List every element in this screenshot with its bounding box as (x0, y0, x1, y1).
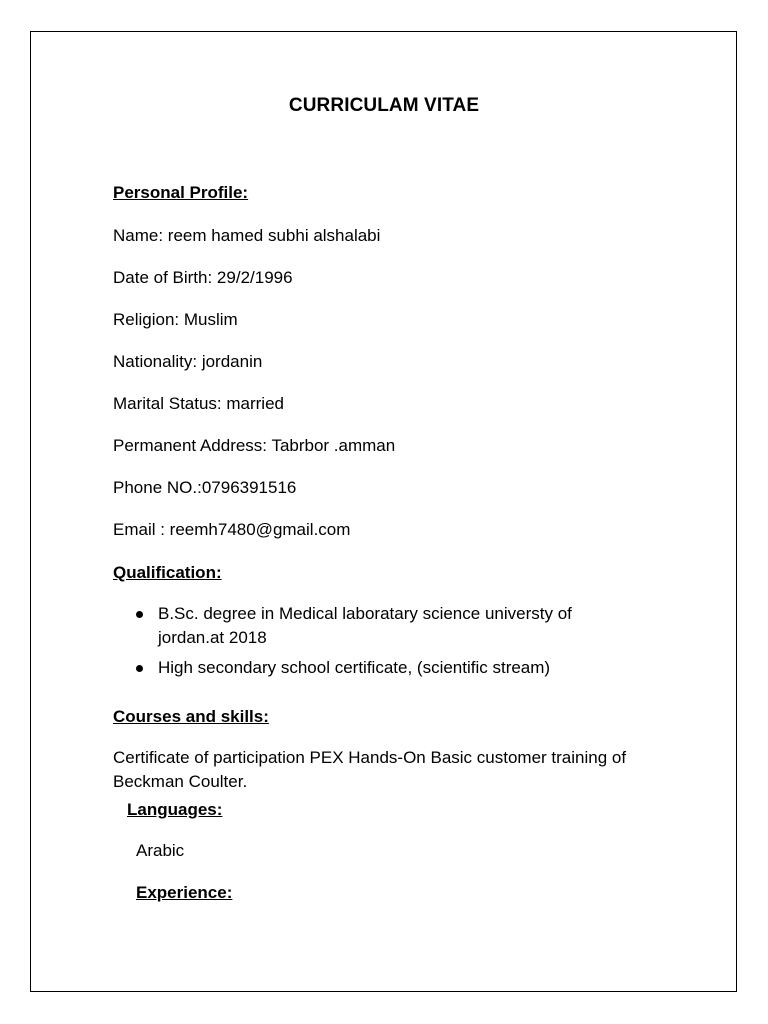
language-item: Arabic (136, 841, 185, 860)
qualification-item-text: High secondary school certificate, (scientific stream) (158, 658, 551, 677)
courses-text: Certificate of participation PEX Hands-On Basic customer training of Beckman Coulter. (113, 748, 627, 791)
name-line: Name: reem hamed subhi alshalabi (113, 226, 381, 245)
languages-heading: Languages: (127, 800, 223, 819)
religion-line: Religion: Muslim (113, 310, 238, 329)
experience-heading: Experience: (136, 883, 233, 902)
phone-line: Phone NO.:0796391516 (113, 478, 297, 497)
nationality-line: Nationality: jordanin (113, 352, 263, 371)
date-of-birth-line: Date of Birth: 29/2/1996 (113, 268, 293, 287)
bullet-icon (136, 665, 143, 672)
marital-status-line: Marital Status: married (113, 394, 284, 413)
document-title: CURRICULAM VITAE (288, 95, 480, 116)
personal-profile-heading: Personal Profile: (113, 183, 249, 202)
email-line: Email : reemh7480@gmail.com (113, 520, 351, 539)
permanent-address-line: Permanent Address: Tabrbor .amman (113, 436, 396, 455)
qualification-heading: Qualification: (113, 563, 222, 582)
qualification-item (113, 602, 633, 650)
qualification-item (113, 656, 633, 680)
courses-heading: Courses and skills: (113, 707, 269, 726)
bullet-icon (136, 611, 143, 618)
qualification-item-text: B.Sc. degree in Medical laboratary science universty of jordan.at 2018 (158, 604, 572, 647)
qualification-list (113, 602, 633, 686)
